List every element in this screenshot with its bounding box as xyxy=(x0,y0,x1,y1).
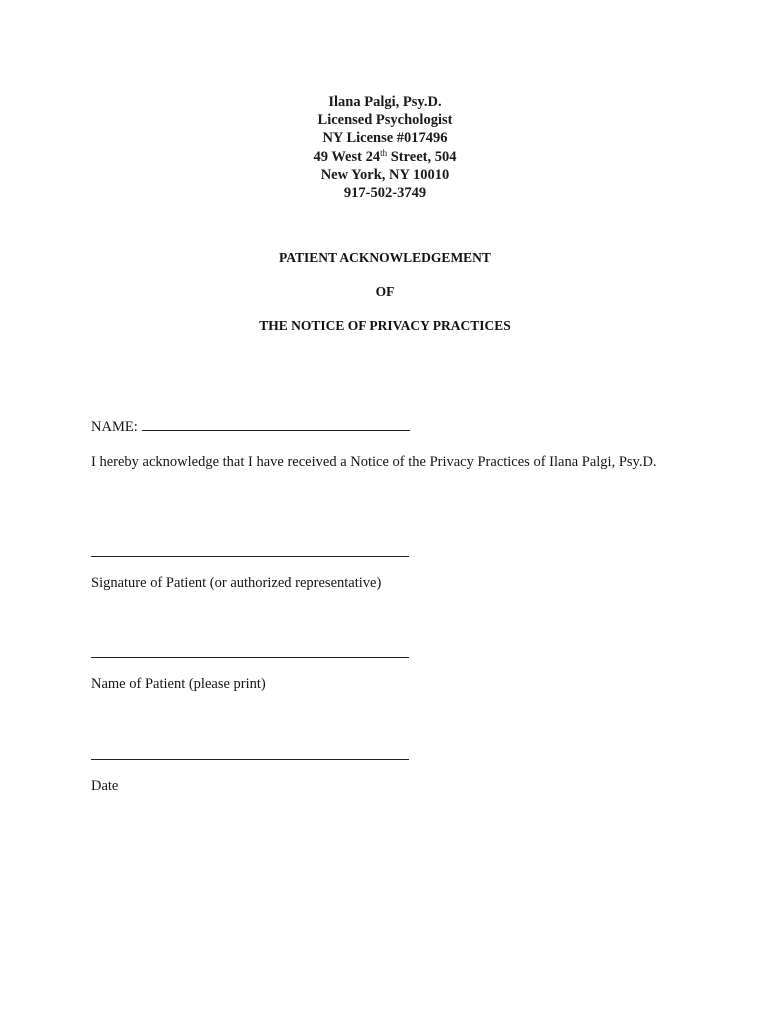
signature-label: Signature of Patient (or authorized representative) xyxy=(91,575,382,591)
document-title: PATIENT ACKNOWLEDGEMENT xyxy=(279,250,491,265)
name-label: NAME: xyxy=(91,419,138,435)
date-label: Date xyxy=(91,778,119,794)
name-field-row xyxy=(91,418,410,436)
document-title-of: OF xyxy=(375,284,395,299)
city-state-zip: New York, NY 10010 xyxy=(320,166,450,183)
print-name-blank-line[interactable] xyxy=(91,657,409,658)
license-number: NY License #017496 xyxy=(322,130,448,147)
letterhead xyxy=(0,93,770,202)
street-address: 49 West 24th Street, 504 xyxy=(313,147,457,165)
print-name-label: Name of Patient (please print) xyxy=(91,676,266,692)
signature-blank-line[interactable] xyxy=(91,556,409,557)
acknowledgement-statement: I hereby acknowledge that I have received a Notice of the Privacy Practices of Ilana Palgi, Psy.D. xyxy=(91,454,657,470)
practitioner-title: Licensed Psychologist xyxy=(317,112,453,129)
phone-number: 917-502-3749 xyxy=(343,185,427,202)
practitioner-name: Ilana Palgi, Psy.D. xyxy=(328,94,442,110)
document-subtitle: THE NOTICE OF PRIVACY PRACTICES xyxy=(259,318,511,333)
name-blank-line[interactable] xyxy=(142,418,410,431)
date-blank-line[interactable] xyxy=(91,759,409,760)
